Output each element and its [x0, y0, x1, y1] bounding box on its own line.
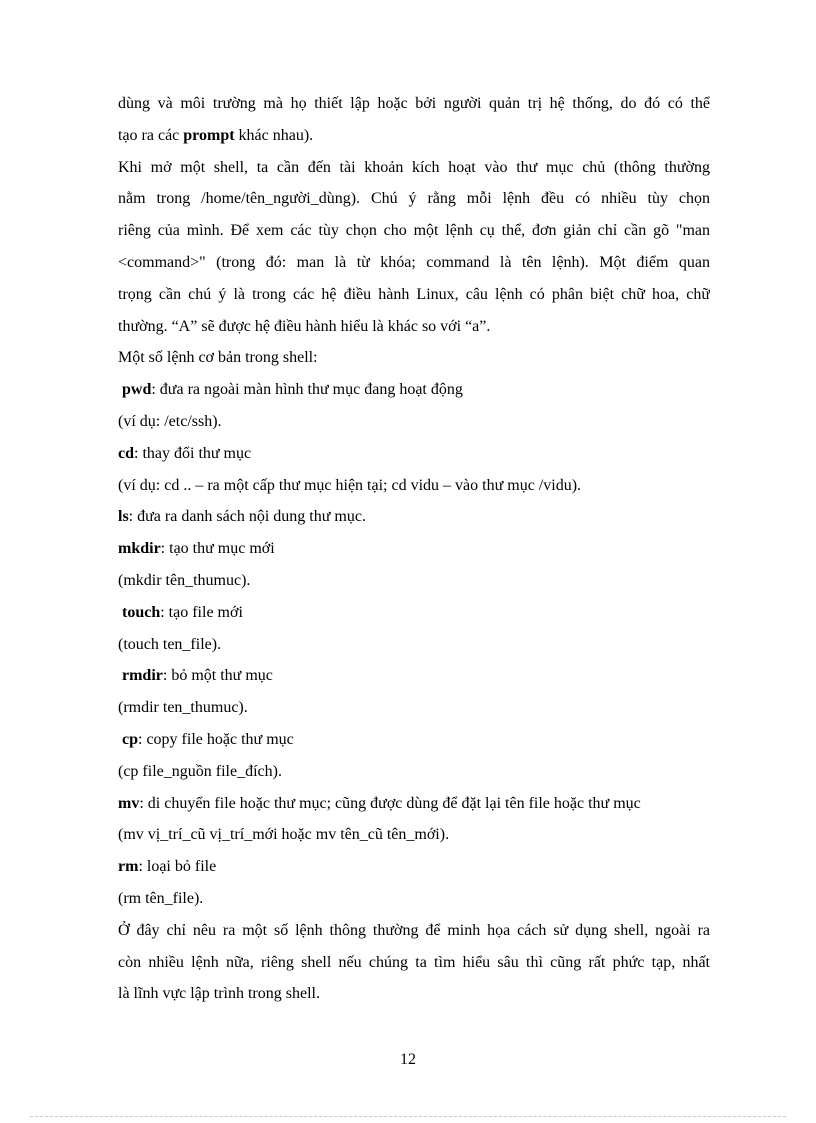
command-desc: : bỏ một thư mục — [162, 667, 273, 685]
shell-para-line-1: Khi mở một shell, ta cần đến tài khoản kích hoạt vào thư mục chủ (thông thường — [118, 158, 710, 176]
command-line-cd — [118, 438, 710, 470]
closing-line-3: là lĩnh vực lập trình trong shell. — [118, 985, 320, 1003]
shell-para-line-4: <command>" (trong đó: man là từ khóa; command là tên lệnh). Một điểm quan — [118, 253, 710, 271]
shell-para-line-5: trọng cần chú ý là trong các hệ điều hành Linux, câu lệnh có phân biệt chữ hoa, chữ — [118, 285, 710, 303]
commands-heading: Một số lệnh cơ bản trong shell: — [118, 349, 318, 367]
command-desc: : thay đổi thư mục — [134, 444, 252, 462]
closing-line-2: còn nhiều lệnh nữa, riêng shell nếu chúng ta tìm hiểu sâu thì cũng rất phức tạp, nhất — [118, 953, 710, 971]
command-example-mv: (mv vị_trí_cũ vị_trí_mới hoặc mv tên_cũ tên_mới). — [118, 826, 450, 844]
command-desc: : loại bỏ file — [138, 858, 217, 876]
command-line-cp — [118, 724, 710, 756]
command-name: rmdir — [122, 667, 163, 685]
command-example-cp: (cp file_nguồn file_đích). — [118, 762, 282, 780]
command-example-pwd: (ví dụ: /etc/ssh). — [118, 412, 222, 430]
command-line-ls — [118, 501, 710, 533]
command-line-pwd — [118, 374, 710, 406]
command-desc: : đưa ra danh sách nội dung thư mục. — [128, 508, 366, 526]
command-line-mkdir — [118, 533, 710, 565]
intro-line-1: dùng và môi trường mà họ thiết lập hoặc bởi người quản trị hệ thống, do đó có thể — [118, 95, 710, 112]
page-bottom-divider — [30, 1116, 786, 1117]
command-desc: : copy file hoặc thư mục — [138, 730, 294, 748]
command-line-rm — [118, 851, 710, 883]
command-desc: : di chuyển file hoặc thư mục; cũng được dùng để đặt lại tên file hoặc thư mục — [139, 794, 641, 812]
prompt-keyword: prompt — [183, 126, 235, 144]
command-name: touch — [122, 603, 161, 621]
command-name: pwd — [122, 381, 152, 399]
command-desc: : đưa ra ngoài màn hình thư mục đang hoạt động — [151, 381, 463, 399]
closing-line-1: Ở đây chỉ nêu ra một số lệnh thông thường để minh họa cách sử dụng shell, ngoài ra — [118, 921, 710, 939]
command-example-rmdir: (rmdir ten_thumuc). — [118, 699, 248, 717]
command-line-rmdir — [118, 660, 710, 692]
page-number: 12 — [400, 1051, 416, 1068]
shell-para-line-2: nằm trong /home/tên_người_dùng). Chú ý rằng mỗi lệnh đều có nhiều tùy chọn — [118, 190, 710, 208]
command-name: mv — [118, 794, 140, 812]
command-example-rm: (rm tên_file). — [118, 889, 204, 907]
command-name: ls — [118, 508, 129, 526]
command-example-cd: (ví dụ: cd .. – ra một cấp thư mục hiện tại; cd vidu – vào thư mục /vidu). — [118, 476, 582, 494]
command-line-touch — [118, 597, 710, 629]
command-line-mv — [118, 788, 710, 820]
intro-line-2-post: khác nhau). — [234, 126, 314, 144]
shell-para-line-6: thường. “A” sẽ được hệ điều hành hiểu là khác so với “a”. — [118, 317, 491, 335]
command-name: cp — [122, 730, 138, 748]
command-example-mkdir: (mkdir tên_thumuc). — [118, 571, 251, 589]
command-desc: : tạo file mới — [160, 603, 243, 621]
command-name: cd — [118, 444, 134, 462]
command-example-touch: (touch ten_file). — [118, 635, 222, 653]
intro-line-2-pre: tạo ra các — [118, 126, 184, 144]
body-text — [118, 88, 710, 1010]
command-desc: : tạo thư mục mới — [160, 540, 275, 558]
shell-para-line-3: riêng của mình. Để xem các tùy chọn cho một lệnh cụ thể, đơn giản chỉ cần gõ "man — [118, 222, 710, 240]
command-name: rm — [118, 858, 139, 876]
command-name: mkdir — [118, 540, 161, 558]
intro-line-2 — [118, 120, 710, 152]
